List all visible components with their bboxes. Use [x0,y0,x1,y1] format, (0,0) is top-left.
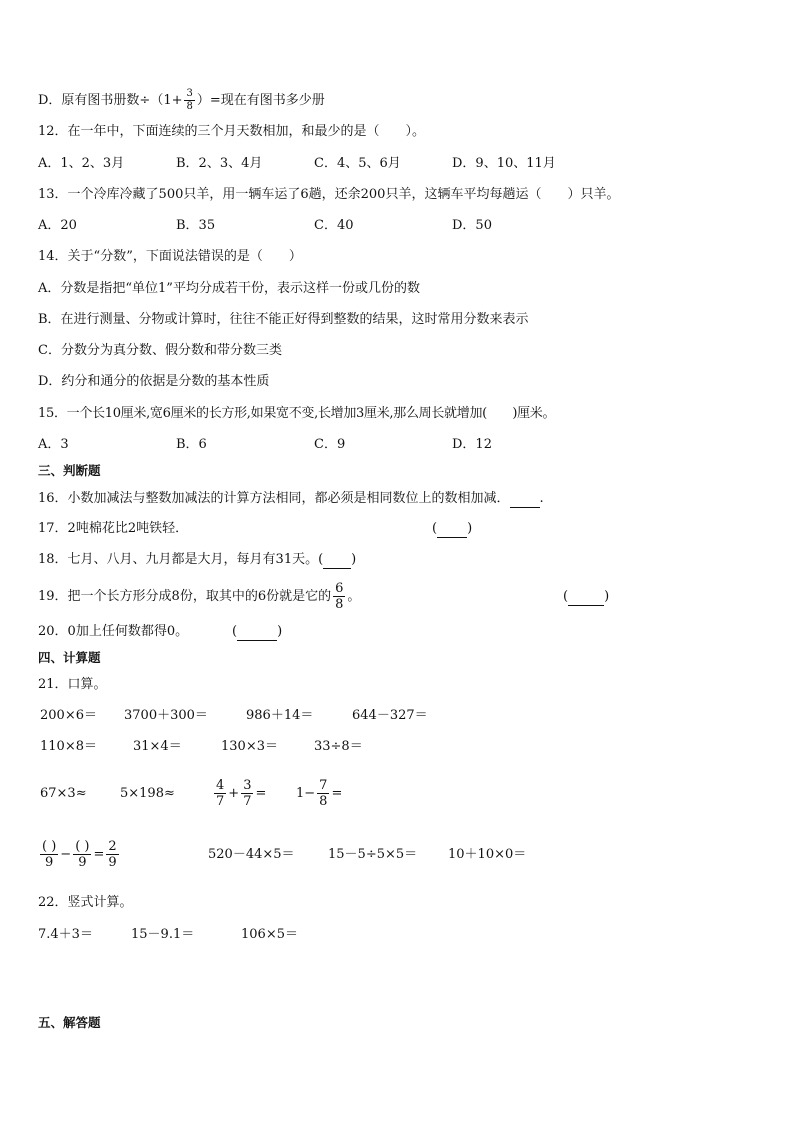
q21-row3-item3: $\frac{4}{7}$ + $\frac{3}{7}$ = [216,778,267,809]
q14-option-a[interactable]: A．分数是指把“单位1”平均分成若干份，表示这样一份或几份的数 [38,281,420,296]
q21-row1-item1: 200×6＝ [40,708,97,723]
q22-item1: 7.4＋3＝ [38,927,93,942]
q13-option-c[interactable]: C．40 [314,218,354,233]
q21-blank-numerator-1[interactable]: ( ) [42,839,57,854]
q19-answer-blank[interactable] [568,589,604,606]
q19-fraction: $\frac{6}{8}$ [335,581,344,612]
q13-stem: 13．一个冷库冷藏了500只羊，用一辆车运了6趟，还余200只羊，这辆车平均每趟运（ ）只羊。 [38,187,620,202]
q21-row4-item4: 10＋10×0＝ [448,847,527,862]
q21-row1-item4: 644－327＝ [352,708,428,723]
q12-option-c[interactable]: C．4、5、6月 [314,156,401,171]
q21-stem: 21．口算。 [38,677,107,692]
q13-option-a[interactable]: A．20 [38,218,77,233]
q22-item3: 106×5＝ [241,927,298,942]
q22-item2: 15－9.1＝ [131,927,195,942]
q21-row4-item2: 520－44×5＝ [208,847,295,862]
q18-text: 18．七月、八月、九月都是大月，每月有31天。( [38,552,324,567]
q20-answer-blank[interactable] [237,624,277,641]
q11-option-d [38,89,325,112]
q14-stem: 14．关于“分数”，下面说法错误的是（ ） [38,249,302,264]
q14-option-d[interactable]: D．约分和通分的依据是分数的基本性质 [38,374,270,389]
q15-option-d[interactable]: D．12 [452,437,492,452]
q15-option-a[interactable]: A．3 [38,437,69,452]
q11-option-d-text-end: ）=现在有图书多少册 [196,93,325,108]
q13-option-b[interactable]: B．35 [176,218,216,233]
q12-option-d[interactable]: D．9、10、11月 [452,156,556,171]
q18: 18．七月、八月、九月都是大月，每月有31天。( ) [38,552,357,567]
q15-option-c[interactable]: C．9 [314,437,346,452]
q17-answer[interactable]: ( ) [432,521,473,536]
q14-option-c[interactable]: C．分数分为真分数、假分数和带分数三类 [38,343,282,358]
q20-text: 20．0加上任何数都得0。 [38,624,189,639]
section-5-title: 五、解答题 [38,1015,101,1030]
q19-text: 19．把一个长方形分成8份，取其中的6份就是它的 [38,589,332,604]
q16-end: . [539,491,544,506]
q21-row2-item4: 33÷8＝ [314,739,363,754]
q21-row1-item2: 3700＋300＝ [124,708,208,723]
q12-option-b[interactable]: B．2、3、4月 [176,156,263,171]
q21-row2-item1: 110×8＝ [40,739,97,754]
q21-row2-item3: 130×3＝ [221,739,278,754]
q14-option-b[interactable]: B．在进行测量、分物或计算时，往往不能正好得到整数的结果，这时常用分数来表示 [38,312,529,327]
q21-row4-item1: $\frac{( )}{9}$ − $\frac{( )}{9}$ = $\frac{2}{9}$ [42,839,117,870]
q21-row2-item2: 31×4＝ [133,739,182,754]
q19: 19．把一个长方形分成8份，取其中的6份就是它的 $\frac{6}{8}$ 。 [38,581,361,612]
q21-row1-item3: 986＋14＝ [246,708,314,723]
q21-row3-item2: 5×198≈ [120,786,175,801]
q12-option-a[interactable]: A．1、2、3月 [38,156,125,171]
q17-text: 17．2吨棉花比2吨铁轻． [38,521,189,536]
q20-answer[interactable]: ( ) [232,624,283,639]
section-4-title: 四、计算题 [38,650,101,665]
q16-answer-blank[interactable] [510,491,540,508]
q21-row3-item1: 67×3≈ [40,786,87,801]
q15-option-b[interactable]: B．6 [176,437,207,452]
q22-stem: 22．竖式计算。 [38,895,133,910]
q12-stem: 12．在一年中，下面连续的三个月天数相加，和最少的是（ ）。 [38,124,426,139]
q21-row4-item3: 15－5÷5×5＝ [328,847,418,862]
q11-option-d-text: D．原有图书册数÷（1+ [38,93,183,108]
q16-text: 16．小数加减法与整数加减法的计算方法相同，都必须是相同数位上的数相加减． [38,491,510,506]
q13-option-d[interactable]: D．50 [452,218,492,233]
q18-answer-blank[interactable] [323,552,351,569]
q11-fraction: $\frac{3}{8}$ [186,88,193,112]
q15-stem: 15．一个长10厘米,宽6厘米的长方形,如果宽不变,长增加3厘米,那么周长就增加( )厘米。 [38,406,556,421]
q21-row3-item4: 1− $\frac{7}{8}$ = [296,778,343,809]
q16 [38,491,544,508]
q19-answer[interactable]: ( ) [563,589,610,604]
q21-blank-numerator-2[interactable]: ( ) [75,839,90,854]
section-3-title: 三、判断题 [38,463,101,478]
q17-answer-blank[interactable] [437,521,467,538]
